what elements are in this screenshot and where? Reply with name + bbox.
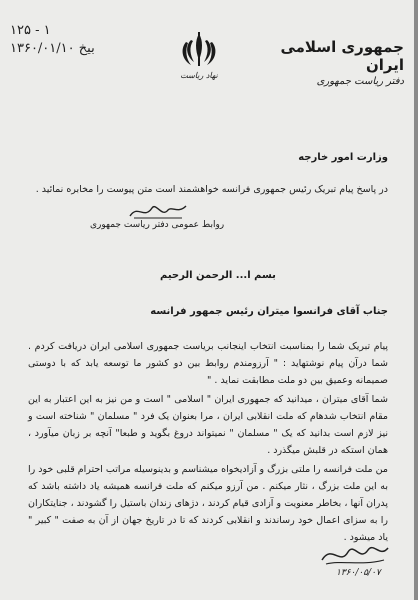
reference-block <box>10 22 140 58</box>
cover-note: در پاسخ پیام تبریک رئیس جمهوری فرانسه خواهشمند است متن پیوست را مخابره نمائید . <box>35 184 388 195</box>
body-paragraph: من ملت فرانسه را ملتی بزرگ و آزادیخواه میشناسم و بدینوسیله مراتب احترام قلبی خود را به این ملت بزرگ ، نثار میکنم . من آرزو میکنم که ملت فرانسه همیشه یاد داشته باشد که پدران آنها ، بخاطر معنویت و آزادی قیام کردند ، دژهای زندان باستیل را گشودند ، جنایتکاران را به سزای اعمال خود رساندند و انقلابی کردند که تا در تاریخ جهان از آن به صفت " کبیر " یاد میشود . <box>28 464 388 543</box>
body-paragraph: شما آقای میتران ، میدانید که جمهوری ایران " اسلامی " است و من نیز به این اعتبار به این مقام انتخاب شدهام که ملت انقلابی ایران ، مرا بعنوان یک فرد " مسلمان " شناخته است و نیز لازم است بدانید که یک " مسلمان " نمیتواند دروغ بگوید و طبعا" آنچه بر زبان میآورد ، همان استکه در قلبش میگذرد . <box>28 394 388 456</box>
letterhead-title-block <box>254 38 404 87</box>
closing-date: ۱۳۶۰/۰۵/۰۷ <box>336 568 381 578</box>
page-edge-shadow <box>414 0 418 600</box>
letterhead-office: دفتر ریاست جمهوری <box>316 76 404 87</box>
emblem-block <box>174 30 224 80</box>
bismillah: بسم ا... الرحمن الرحیم <box>160 270 276 281</box>
cover-sender: روابط عمومی دفتر ریاست جمهوری <box>90 220 225 230</box>
recipient-line: وزارت امور خارجه <box>298 152 388 163</box>
iran-emblem-icon <box>179 30 219 70</box>
body-paragraph: پیام تبریک شما را بمناسبت انتخاب اینجانب بریاست جمهوری اسلامی ایران دریافت کردم . شما درآن پیام نوشتهاید : " آرزومندم روابط بین دو کشور ما توسعه یابد که با دوستی صمیمانه وعمیق بین دو ملت مطابقت نماید . " <box>28 341 388 386</box>
cover-signature-image <box>128 200 188 222</box>
reference-date: ۱۳۶۰/۰۱/۱۰ بیخ <box>10 41 95 56</box>
closing-signature-image <box>318 536 390 570</box>
letter-body <box>28 338 388 548</box>
emblem-caption: نهاد ریاست <box>180 71 218 80</box>
letterhead-country: جمهوری اسلامی ایران <box>280 38 404 74</box>
salutation: جناب آقای فرانسوا میتران رئیس جمهور فرانسه <box>150 306 388 317</box>
reference-number: ۱۲۵ - ۱ <box>10 23 51 38</box>
